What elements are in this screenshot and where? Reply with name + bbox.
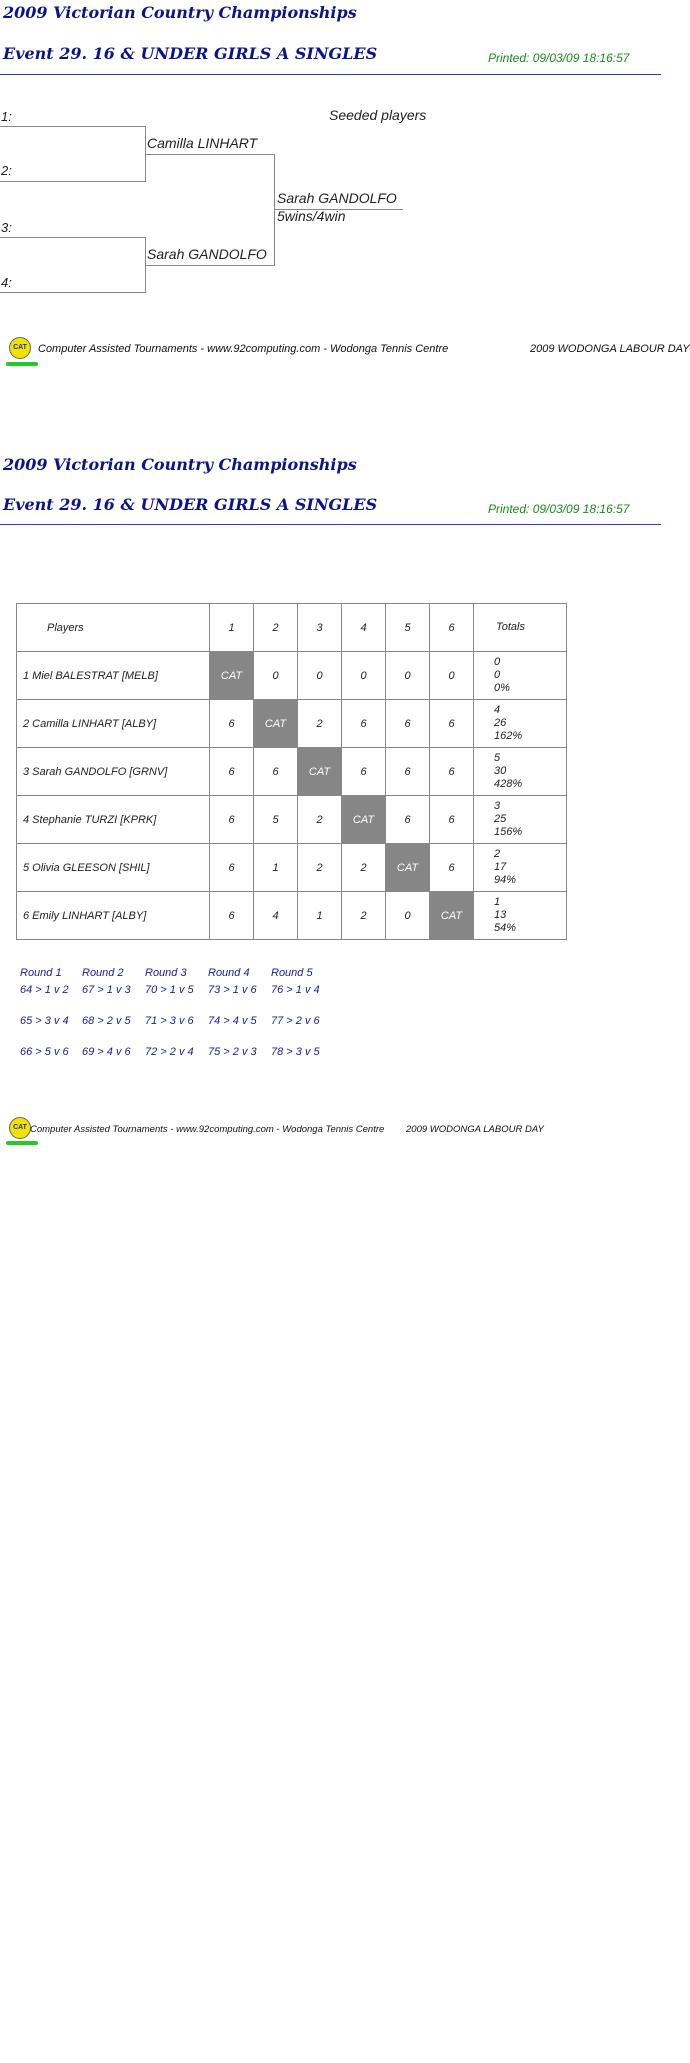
draw-slot-4: 4: — [1, 275, 12, 290]
table-row — [17, 844, 567, 892]
draw-slot-2: 2: — [1, 163, 12, 178]
page1-event-title: Event 29. 16 & UNDER GIRLS A SINGLES — [3, 44, 378, 63]
header-players: Players — [17, 604, 210, 652]
totals-percent: 162% — [494, 730, 523, 742]
totals-games: 13 — [494, 909, 507, 921]
cat-logo-underline — [6, 362, 38, 366]
score-cell: 1 — [254, 844, 298, 892]
match-entry: 68 > 2 v 5 — [82, 1015, 131, 1027]
totals-cell — [474, 796, 567, 844]
totals-percent: 94% — [494, 874, 517, 886]
score-cell: 0 — [386, 652, 430, 700]
score-cell: 0 — [254, 652, 298, 700]
table-row — [17, 748, 567, 796]
header-col-5: 5 — [386, 604, 430, 652]
match-entry: 74 > 4 v 5 — [208, 1015, 257, 1027]
totals-wins: 3 — [494, 800, 501, 812]
bracket-line-semi1 — [146, 154, 274, 155]
score-cell: 2 — [298, 844, 342, 892]
header-col-6: 6 — [430, 604, 474, 652]
bracket-line-slot-2 — [0, 181, 145, 182]
draw-slot-3: 3: — [1, 220, 12, 235]
page1-footer-text: Computer Assisted Tournaments - www.92computing.com - Wodonga Tennis Centre — [38, 343, 449, 355]
totals-cell — [474, 844, 567, 892]
round-2-label: Round 2 — [82, 967, 124, 979]
page2-printed-timestamp: Printed: 09/03/09 18:16:57 — [488, 502, 630, 516]
totals-wins: 4 — [494, 704, 501, 716]
cat-logo-icon: CAT — [9, 337, 31, 359]
header-col-2: 2 — [254, 604, 298, 652]
score-cell: 0 — [430, 652, 474, 700]
score-cell: 0 — [342, 652, 386, 700]
totals-games: 30 — [494, 765, 507, 777]
match-entry: 67 > 1 v 3 — [82, 984, 131, 996]
cat-logo-underline — [6, 1141, 38, 1145]
page1-header-rule — [0, 74, 661, 75]
match-entry: 66 > 5 v 6 — [20, 1046, 69, 1058]
totals-wins: 0 — [494, 656, 501, 668]
round-3-label: Round 3 — [145, 967, 187, 979]
page2-footer-event: 2009 WODONGA LABOUR DAY — [406, 1124, 544, 1135]
totals-cell — [474, 892, 567, 940]
score-cell: 6 — [342, 700, 386, 748]
round-robin-table — [16, 603, 567, 940]
header-col-4: 4 — [342, 604, 386, 652]
totals-games: 26 — [494, 717, 507, 729]
score-cell: 6 — [430, 796, 474, 844]
score-cell: 0 — [298, 652, 342, 700]
score-cell: 4 — [254, 892, 298, 940]
score-cell: 6 — [210, 748, 254, 796]
totals-wins: 5 — [494, 752, 501, 764]
score-cell: 6 — [386, 796, 430, 844]
match-entry: 71 > 3 v 6 — [145, 1015, 194, 1027]
bracket-line-semi2 — [146, 265, 274, 266]
score-cell: CAT — [430, 892, 474, 940]
totals-percent: 428% — [494, 778, 523, 790]
match-entry: 73 > 1 v 6 — [208, 984, 257, 996]
score-cell: 1 — [298, 892, 342, 940]
totals-cell — [474, 748, 567, 796]
score-cell: CAT — [254, 700, 298, 748]
round-4-label: Round 4 — [208, 967, 250, 979]
score-cell: 6 — [210, 700, 254, 748]
score-cell: CAT — [386, 844, 430, 892]
match-entry: 78 > 3 v 5 — [271, 1046, 320, 1058]
totals-games: 25 — [494, 813, 507, 825]
page1-printed-timestamp: Printed: 09/03/09 18:16:57 — [488, 51, 630, 65]
page1-footer-event: 2009 WODONGA LABOUR DAY — [530, 343, 690, 355]
totals-percent: 156% — [494, 826, 523, 838]
match-entry: 65 > 3 v 4 — [20, 1015, 69, 1027]
bracket-line-slot-3 — [0, 237, 145, 238]
player-name: 2 Camilla LINHART [ALBY] — [17, 700, 210, 748]
bracket-line-slot-4 — [0, 292, 145, 293]
score-cell: CAT — [298, 748, 342, 796]
header-col-3: 3 — [298, 604, 342, 652]
round-1-label: Round 1 — [20, 967, 62, 979]
score-cell: 6 — [210, 844, 254, 892]
totals-cell — [474, 700, 567, 748]
totals-percent: 0% — [494, 682, 510, 694]
match-entry: 72 > 2 v 4 — [145, 1046, 194, 1058]
totals-cell — [474, 652, 567, 700]
match-entry: 75 > 2 v 3 — [208, 1046, 257, 1058]
semi2-winner: Sarah GANDOLFO — [147, 246, 267, 262]
player-name: 1 Miel BALESTRAT [MELB] — [17, 652, 210, 700]
score-cell: 5 — [254, 796, 298, 844]
match-entry: 77 > 2 v 6 — [271, 1015, 320, 1027]
score-cell: CAT — [342, 796, 386, 844]
page2-header-rule — [0, 524, 661, 525]
final-winner: Sarah GANDOLFO — [277, 190, 397, 206]
score-cell: 6 — [386, 700, 430, 748]
score-cell: 2 — [342, 892, 386, 940]
totals-games: 17 — [494, 861, 507, 873]
score-cell: 6 — [210, 796, 254, 844]
score-cell: 6 — [430, 844, 474, 892]
bracket-connector-final — [274, 154, 275, 266]
totals-wins: 2 — [494, 848, 501, 860]
header-totals: Totals — [474, 604, 567, 652]
match-entry: 70 > 1 v 5 — [145, 984, 194, 996]
totals-games: 0 — [494, 669, 501, 681]
table-row — [17, 652, 567, 700]
match-entry: 64 > 1 v 2 — [20, 984, 69, 996]
score-cell: 6 — [342, 748, 386, 796]
table-row — [17, 700, 567, 748]
cat-logo-icon: CAT — [9, 1117, 31, 1139]
table-row — [17, 796, 567, 844]
totals-percent: 54% — [494, 922, 517, 934]
round-5-label: Round 5 — [271, 967, 313, 979]
score-cell: 6 — [254, 748, 298, 796]
bracket-line-slot-1 — [0, 126, 145, 127]
semi1-winner: Camilla LINHART — [147, 135, 258, 151]
score-cell: 6 — [430, 700, 474, 748]
score-cell: 2 — [298, 796, 342, 844]
page2-title: 2009 Victorian Country Championships — [3, 455, 357, 474]
final-score: 5wins/4win — [277, 208, 346, 224]
table-header-row — [17, 604, 567, 652]
score-cell: 2 — [298, 700, 342, 748]
score-cell: 2 — [342, 844, 386, 892]
page1-title: 2009 Victorian Country Championships — [3, 3, 357, 22]
player-name: 4 Stephanie TURZI [KPRK] — [17, 796, 210, 844]
score-cell: 0 — [386, 892, 430, 940]
player-name: 6 Emily LINHART [ALBY] — [17, 892, 210, 940]
page2-footer-text: Computer Assisted Tournaments - www.92computing.com - Wodonga Tennis Centre — [30, 1124, 385, 1135]
table-row — [17, 892, 567, 940]
score-cell: 6 — [386, 748, 430, 796]
seeded-players-label: Seeded players — [329, 107, 427, 123]
match-entry: 76 > 1 v 4 — [271, 984, 320, 996]
header-col-1: 1 — [210, 604, 254, 652]
player-name: 5 Olivia GLEESON [SHIL] — [17, 844, 210, 892]
page2-event-title: Event 29. 16 & UNDER GIRLS A SINGLES — [3, 495, 378, 514]
player-name: 3 Sarah GANDOLFO [GRNV] — [17, 748, 210, 796]
score-cell: 6 — [210, 892, 254, 940]
score-cell: CAT — [210, 652, 254, 700]
match-entry: 69 > 4 v 6 — [82, 1046, 131, 1058]
totals-wins: 1 — [494, 896, 501, 908]
draw-slot-1: 1: — [1, 109, 12, 124]
score-cell: 6 — [430, 748, 474, 796]
